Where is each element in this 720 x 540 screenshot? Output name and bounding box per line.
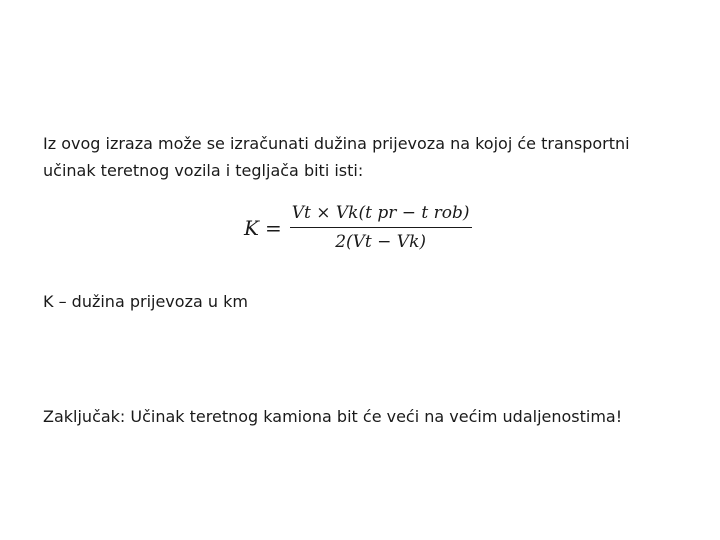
formula bbox=[244, 202, 472, 253]
formula-numerator: Vt × Vk(t pr − t rob) bbox=[291, 203, 470, 223]
formula-variable: K bbox=[244, 215, 259, 240]
formula-equals: = bbox=[264, 215, 282, 240]
formula-fraction bbox=[290, 202, 472, 253]
formula-lhs bbox=[244, 216, 282, 240]
definition-line: K – dužina prijevoza u km bbox=[43, 292, 248, 311]
formula-denominator: 2(Vt − Vk) bbox=[335, 232, 427, 252]
fraction-bar bbox=[290, 227, 472, 228]
intro-line-1: Iz ovog izraza može se izračunati dužina prijevoza na kojoj će transportni bbox=[43, 134, 630, 153]
intro-line-2: učinak teretnog vozila i tegljača biti isti: bbox=[43, 161, 364, 180]
intro-paragraph bbox=[43, 130, 630, 184]
conclusion-line: Zaključak: Učinak teretnog kamiona bit će veći na većim udaljenostima! bbox=[43, 407, 623, 426]
